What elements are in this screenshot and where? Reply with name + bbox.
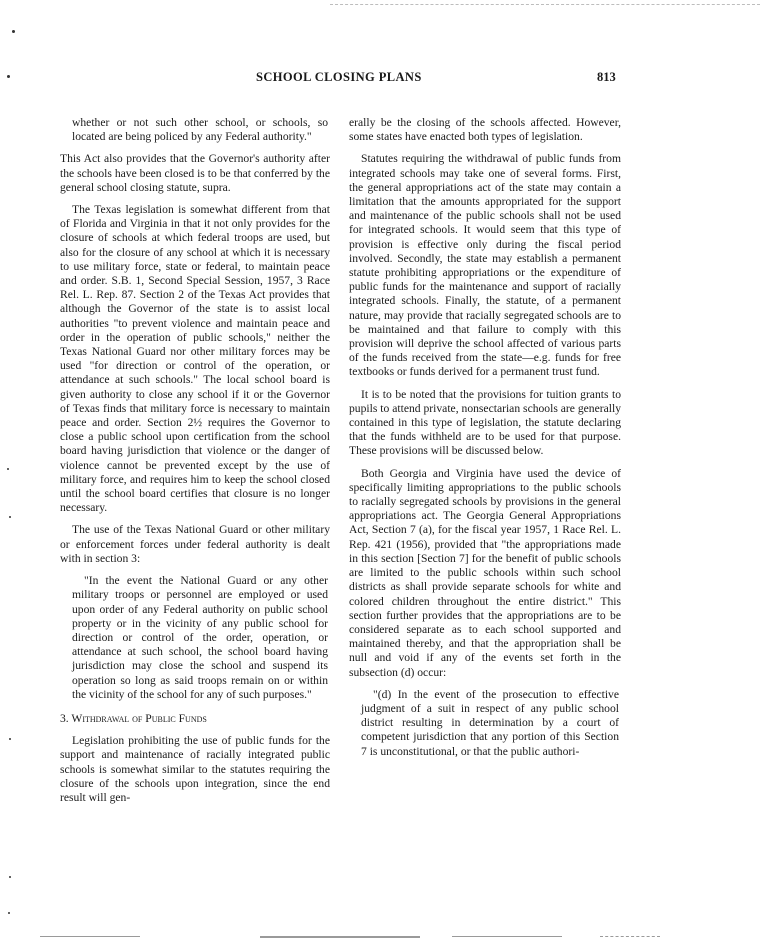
paragraph: Both Georgia and Virginia have used the device of specifically limiting appropriations to the public schools to racially segregated schools by provisions in the general appropriations act. The Georgia General Appropriations Act, Section 7 (a), for the fiscal year 1957, 1 Race Rel. L. Rep. 421 (1956), provided that "the appropriations made in this section [Section 7] for the benefit of public schools are limited to the public schools within such school districts as shall provide separate schools for white and colored children throughout the entire district." This section further provides that the appropriations are to be considered separate as to each school supported and maintained thereby, and that the appropriation shall be null and void if any of the events set forth in the subsection (d) occur:	[349, 466, 621, 679]
running-head: SCHOOL CLOSING PLANS	[256, 70, 422, 84]
block-quote: "In the event the National Guard or any other military troops or personnel are employed or used upon order of any Federal authority on public school property or in the vicinity of any public school for direction or control of the order, operation, or attendance at such school, the school board having jurisdiction may close the school and suspend its operation so long as said troops remain on or within the vicinity of the school for any of such purposes."	[72, 574, 328, 701]
top-edge-rule	[330, 4, 760, 5]
margin-speck	[9, 876, 11, 878]
margin-speck	[7, 75, 10, 78]
paragraph: The use of the Texas National Guard or other military or enforcement forces under federal authority is dealt with in section 3:	[60, 523, 330, 565]
margin-speck	[9, 516, 11, 518]
bottom-edge-rule	[260, 936, 420, 938]
paragraph: It is to be noted that the provisions for tuition grants to pupils to attend private, nonsectarian schools are generally contained in this type of legislation, the statute declaring that the funds withheld are to be used for that purpose. These provisions will be discussed below.	[349, 387, 621, 458]
left-column	[60, 116, 330, 805]
paragraph: Statutes requiring the withdrawal of public funds from integrated schools may take one of several forms. First, the general appropriations act of the state may contain a limitation that the amounts appropriated for the support and maintenance of the public schools shall not be used for integrated schools. It would seem that this type of provision is effective only during the fiscal period involved. Secondly, the state may establish a permanent statute prohibiting appropriations or the expenditure of public funds for the maintenance and support of racially integrated schools. Finally, the statute, of a permanent nature, may provide that racially segregated schools are to be maintained and that failure to comply with this provision will deprive the school affected of various parts of the funds received from the state—e.g. funds for free textbooks or funds derived for a permanent trust fund.	[349, 152, 621, 379]
margin-speck	[9, 738, 11, 740]
margin-speck	[8, 912, 10, 914]
margin-speck	[7, 468, 9, 470]
paragraph: erally be the closing of the schools affected. However, some states have enacted both types of legislation.	[349, 116, 621, 144]
bottom-edge-rule	[40, 936, 140, 937]
bottom-edge-rule	[600, 936, 660, 937]
page-number: 813	[597, 70, 616, 84]
margin-speck	[12, 30, 15, 33]
quote-continuation: whether or not such other school, or schools, so located are being policed by any Federal authority."	[72, 116, 328, 144]
paragraph: Legislation prohibiting the use of public funds for the support and maintenance of racially integrated public schools is somewhat similar to the statutes requiring the closure of the schools upon integration, since the end result will gen-	[60, 734, 330, 804]
paragraph: This Act also provides that the Governor's authority after the schools have been closed is to be that conferred by the general school closing statute, supra.	[60, 152, 330, 194]
bottom-edge-rule	[452, 936, 562, 937]
section-heading: 3. Withdrawal of Public Funds	[60, 711, 207, 725]
paragraph: The Texas legislation is somewhat different from that of Florida and Virginia in that it not only provides for the closure of schools at which federal troops are used, but also for the closure of any school at which it is necessary to use military force, state or federal, to maintain peace and order. S.B. 1, Second Special Session, 1957, 3 Race Rel. L. Rep. 87. Section 2 of the Texas Act provides that although the Governor of the state is to assist local authorities "to prevent violence and maintain peace and order in the operation of public schools," neither the Texas National Guard nor other military forces may be used "for direction or control of the operation, or attendance at such schools." The local school board is given authority to close any school if it or the Governor of Texas finds that military force is necessary to maintain peace and order. Section 2½ requires the Governor to close a public school upon certification from the school board having jurisdiction that violence or the danger of violence cannot be prevented except by the use of military force, and requires him to keep the school closed until the school board certifies that closure is no longer necessary.	[60, 203, 330, 515]
right-column	[349, 116, 621, 759]
block-quote: "(d) In the event of the prosecution to effective judgment of a suit in respect of any public school district resulting in determination by a court of competent jurisdiction that any portion of this Section 7 is unconstitutional, or that the public authori-	[361, 687, 619, 758]
